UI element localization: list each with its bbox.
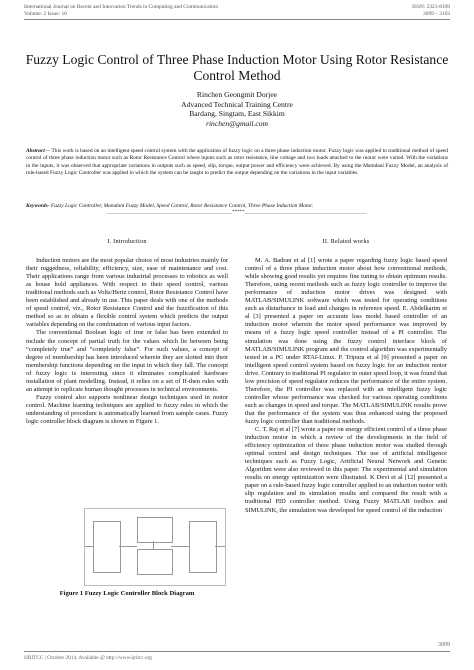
diagram-block-rule-base — [137, 517, 173, 543]
footer-text: IJRITCC | October 2014, Available @ http://www.ijritcc.org — [24, 655, 152, 661]
author-affiliation: Advanced Technical Training Centre — [181, 99, 293, 109]
author-name: Rinchen Geongmit Dorjee — [196, 90, 278, 99]
intro-paragraph-1: Induction motors are the most popular choice of most industries mainly for their ruggedness, reliability, efficiency, size, ease of maintenance and cost. Their applications range from various industrial processes to robotics as well as house hold appliances. With respect to their speed control, various traditional methods such as Volts/Hertz control, Rotor Resistance Control have been established and already in use. This paper deals with one of the methods of speed control, viz., Rotor Resistance Control and the fuzzification of this method so as to obtain a flexible control system which predicts the output variables depending on the combination of various input factors. — [26, 257, 228, 329]
keywords-text: - Fuzzy Logic Controller, Mamdani Fuzzy Model, Speed Control, Rotor Resistance Control, Three Phase Induction Motor. — [47, 203, 314, 209]
intro-paragraph-2: The conventional Boolean logic of true or false has been extended to include the concept of partial truth for the values which lie between being “completely true” and “completely false”. For such values, a concept of degree of membership has been introduced wherein they are slotted into their membership functions depending on the input in which they fall. The concept of fuzzy logic is interesting since it eliminates complicated hardware installation of plant modelling. Instead, it relies on a set of If-then rules with an attempt to replicate human thought processes in technical environments. — [26, 329, 228, 393]
journal-info — [24, 4, 218, 18]
author-location: Bardang, Singtam, East Sikkim — [189, 109, 285, 118]
author-block — [20, 90, 454, 128]
page-number: 3099 — [438, 642, 450, 648]
diagram-block-inference — [137, 549, 173, 575]
abstract-text: — This work is based on an intelligent speed control system with the application of fuzzy logic on a three phase induction motor. Fuzzy logic was applied to traditional method of speed control of three phase induction motor such as Rotor Resistance Control where inputs such as rotor resistance, line voltage and two loads attached to the motor were varied. With the variations in the inputs, it was observed that appropriate variations in outputs such as speed, slip, torque, output power and efficiency were achieved. By using the Mamdani Fuzzy Model, an analysis of rule-based Fuzzy Logic Controller was applied in which the system can be taught to predict the output depending on the variations in the input variables. — [26, 148, 448, 176]
header-rule — [24, 19, 450, 20]
issn: ISSN: 2321-8169 — [412, 4, 450, 10]
related-paragraph-1: M. A. Badran et al [1] wrote a paper regarding fuzzy logic based speed control of a three phase induction motor about how conventional methods, while showing good results yet requires fine tuning to obtain optimum results. Therefore, using recent methods such as fuzzy logic controller to improve the performance of induction motor drives was designed with MATLAB/SIMULINK software which was tested for operating conditions such as disturbance in load and changes in reference speed. E. Abdelkarim et al [3] presented a paper on accurate loss model based controller of an induction motor wherein the motor speed performance was improved by means of a fuzzy logic speed controller instead of a PI controller. The simulation was done using the fuzzy control interface block of MATLAB/SIMULINK program and the control algorithm was experimentally tested in a PC under RTAI-Linux. P. Tripura et al [9] presented a paper on intelligent speed control system based on fuzzy logic for an induction motor drive. Contrary to traditional PI regulator in outer speed loop, it was found that low precision of speed regulator reduces the performance of the entire system. Therefore, the PI controller was replaced with an intelligent fuzzy logic controller whose performance was checked for various operating conditions such as changes in speed and torque. The MATLAB/SIMULINK results prove that the performance of the system was thus enhanced using the proposed fuzzy logic controller than traditional methods. — [245, 257, 447, 425]
left-column — [26, 238, 228, 426]
figure-1-diagram — [84, 508, 226, 586]
issn-info — [412, 4, 450, 18]
intro-paragraph-3: Fuzzy control also supports nonlinear design techniques used in motor control. Machine learning techniques are applied to fuzzy rules in which the understanding of procedure is automatically learned from sample cases. Fuzzy logic controller block diagram is shown in Figure 1. — [26, 393, 228, 425]
journal-name: International Journal on Recent and Innovation Trends in Computing and Communication — [24, 4, 219, 10]
separator: __________________________________________________*****_________________________________________________ — [107, 210, 367, 215]
diagram-output-line — [215, 546, 225, 547]
abstract-label: Abstract — [26, 148, 45, 154]
diagram-arrow — [119, 546, 137, 547]
keywords-label: Keywords — [26, 203, 48, 209]
diagram-arrow — [171, 546, 189, 547]
keywords — [26, 203, 448, 210]
section-heading-introduction: I. Introduction — [107, 238, 147, 245]
paper-title: Fuzzy Logic Control of Three Phase Induction Motor Using Rotor Resistance Control Method — [25, 52, 449, 83]
abstract — [26, 148, 448, 177]
figure-1-caption: Figure 1 Fuzzy Logic Controller Block Diagram — [59, 590, 195, 597]
diagram-input-line — [85, 546, 93, 547]
diagram-block-fuzzifier — [93, 521, 121, 573]
page-range: 3099 – 3103 — [423, 11, 450, 17]
section-heading-related-works: II. Related works — [322, 238, 370, 245]
diagram-arrow — [153, 541, 154, 549]
related-paragraph-2: C. T. Raj et al [7] wrote a paper on energy efficient control of a three phase induction motor in which a review of the developments in the field of efficiency optimization of three phase induction motor was studied through optimal control and design techniques. The use of artificial intelligence techniques such as Fuzzy Logic, Artificial Neural Network and Genetic Algorithm were also reviewed in this paper. The experimental and simulation results on energy optimization were illustrated. K Devi et al [12] presented a paper on a rule-based fuzzy logic controller applied to an induction motor with slip regulation and its simulation results and compared the result with a traditional PID controller method. Using Fuzzy MATLAB toolbox and SIMULINK, the simulation was developed for speed control of the induction — [245, 426, 447, 514]
page-footer — [24, 651, 450, 661]
diagram-block-defuzzifier — [189, 521, 217, 573]
author-email: rinchen@gmail.com — [205, 118, 269, 128]
journal-volume: Volume: 2 Issue: 10 — [24, 11, 67, 17]
right-column — [245, 238, 447, 515]
